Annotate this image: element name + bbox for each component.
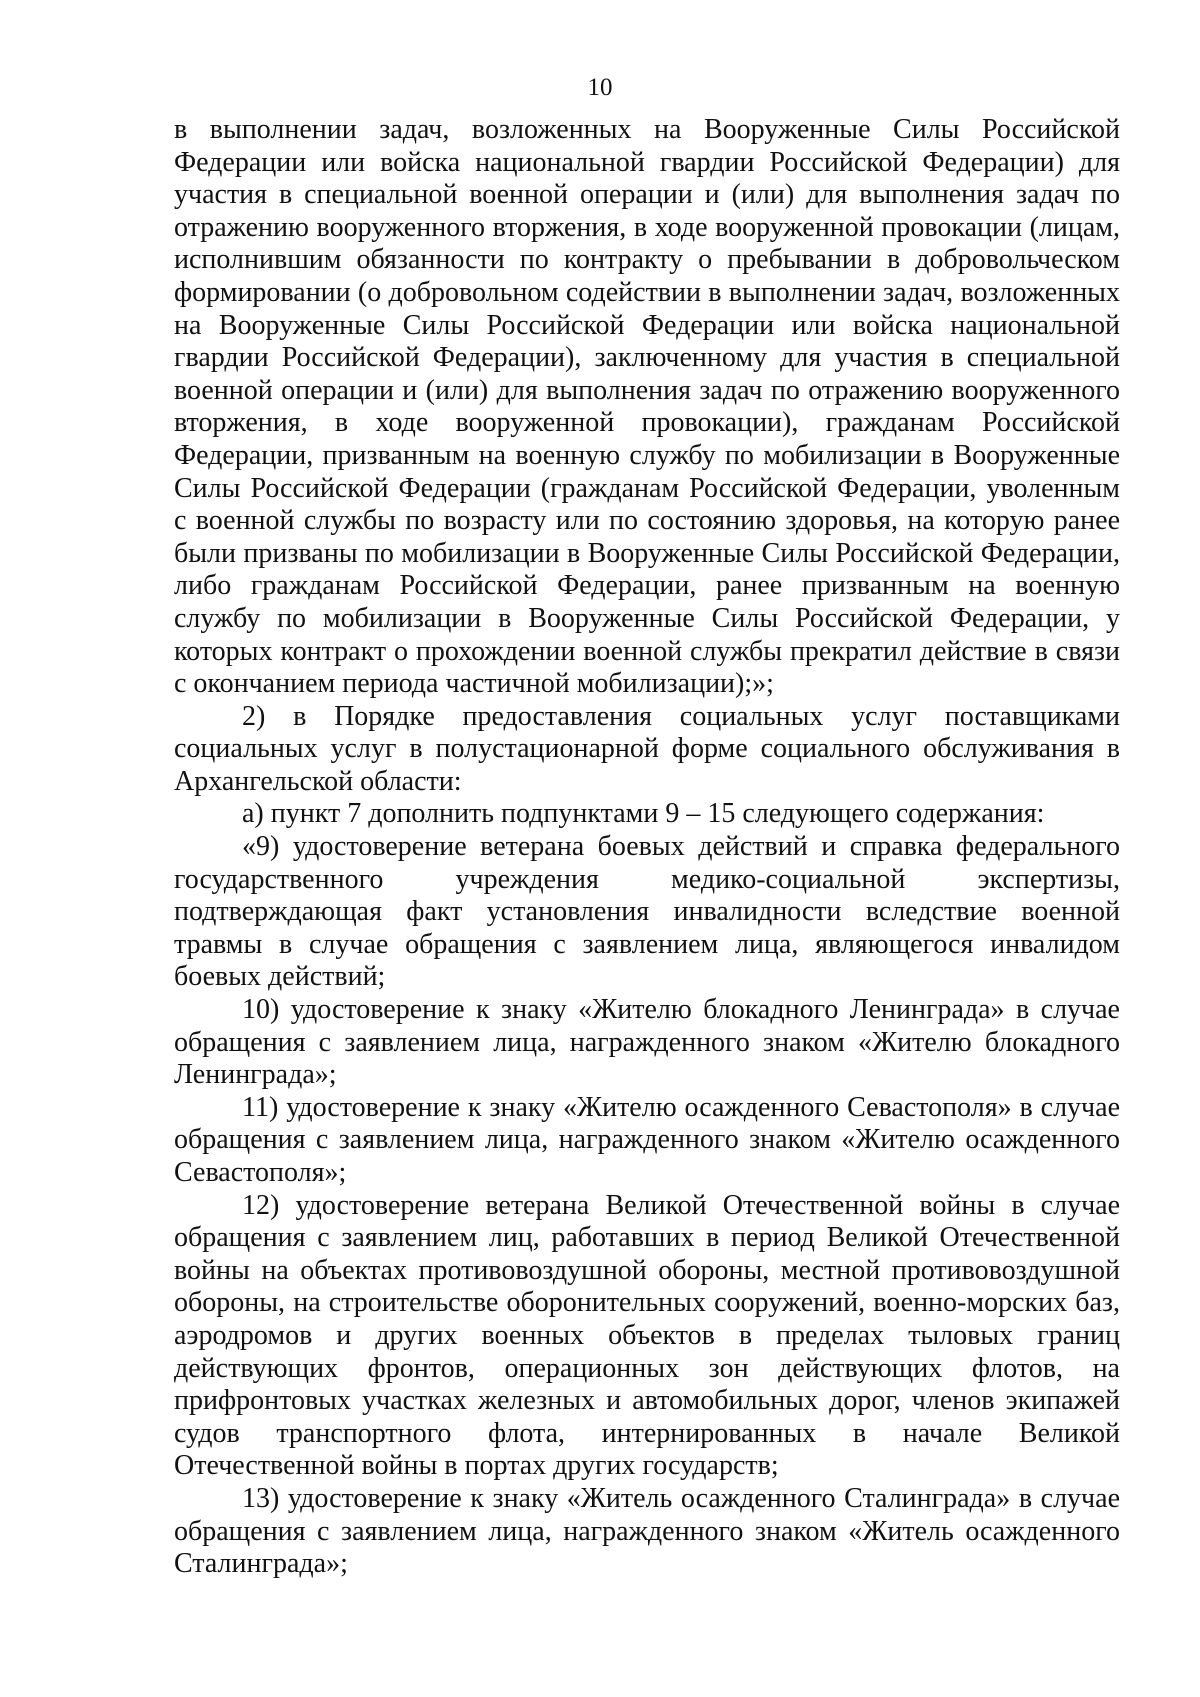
document-body bbox=[174, 114, 1120, 1581]
paragraph-item-2: 2) в Порядке предоставления социальных услуг поставщиками социальных услуг в полустационарной форме социального обслуживания в Архангельской области: bbox=[174, 700, 1120, 797]
paragraph-subitem-10: 10) удостоверение к знаку «Жителю блокадного Ленинграда» в случае обращения с заявлением лица, награжденного знаком «Жителю блокадного Ленинграда»; bbox=[174, 994, 1120, 1091]
paragraph-subitem-9: «9) удостоверение ветерана боевых действий и справка федерального государственного учреждения медико-социальной экспертизы, подтверждающая факт установления инвалидности вследствие военной травмы в случае обращения с заявлением лица, являющегося инвалидом боевых действий; bbox=[174, 831, 1120, 993]
paragraph-subitem-11: 11) удостоверение к знаку «Жителю осажденного Севастополя» в случае обращения с заявлением лица, награжденного знаком «Жителю осажденного Севастополя»; bbox=[174, 1091, 1120, 1188]
paragraph-continuation: в выполнении задач, возложенных на Вооруженные Силы Российской Федерации или войска национальной гвардии Российской Федерации) для участия в специальной военной операции и (или) для выполнения задач по отражению вооруженного вторжения, в ходе вооруженной провокации (лицам, исполнившим обязанности по контракту о пребывании в добровольческом формировании (о добровольном содействии в выполнении задач, возложенных на Вооруженные Силы Российской Федерации или войска национальной гвардии Российской Федерации), заключенному для участия в специальной военной операции и (или) для выполнения задач по отражению вооруженного вторжения, в ходе вооруженной провокации), гражданам Российской Федерации, призванным на военную службу по мобилизации в Вооруженные Силы Российской Федерации (гражданам Российской Федерации, уволенным с военной службы по возрасту или по состоянию здоровья, на которую ранее были призваны по мобилизации в Вооруженные Силы Российской Федерации, либо гражданам Российской Федерации, ранее призванным на военную службу по мобилизации в Вооруженные Силы Российской Федерации, у которых контракт о прохождении военной службы прекратил действие в связи с окончанием периода частичной мобилизации);»; bbox=[174, 114, 1120, 700]
page-number: 10 bbox=[587, 74, 613, 101]
paragraph-subitem-13: 13) удостоверение к знаку «Житель осажденного Сталинграда» в случае обращения с заявлением лица, награжденного знаком «Житель осажденного Сталинграда»; bbox=[174, 1482, 1120, 1580]
paragraph-subitem-12: 12) удостоверение ветерана Великой Отечественной войны в случае обращения с заявлением лиц, работавших в период Великой Отечественной войны на объектах противовоздушной обороны, местной противовоздушной обороны, на строительстве оборонительных сооружений, военно-морских баз, аэродромов и других военных объектов в пределах тыловых границ действующих фронтов, операционных зон действующих флотов, на прифронтовых участках железных и автомобильных дорог, членов экипажей судов транспортного флота, интернированных в начале Великой Отечественной войны в портах других государств; bbox=[174, 1189, 1120, 1482]
paragraph-item-a: а) пункт 7 дополнить подпунктами 9 – 15 следующего содержания: bbox=[242, 798, 1045, 830]
